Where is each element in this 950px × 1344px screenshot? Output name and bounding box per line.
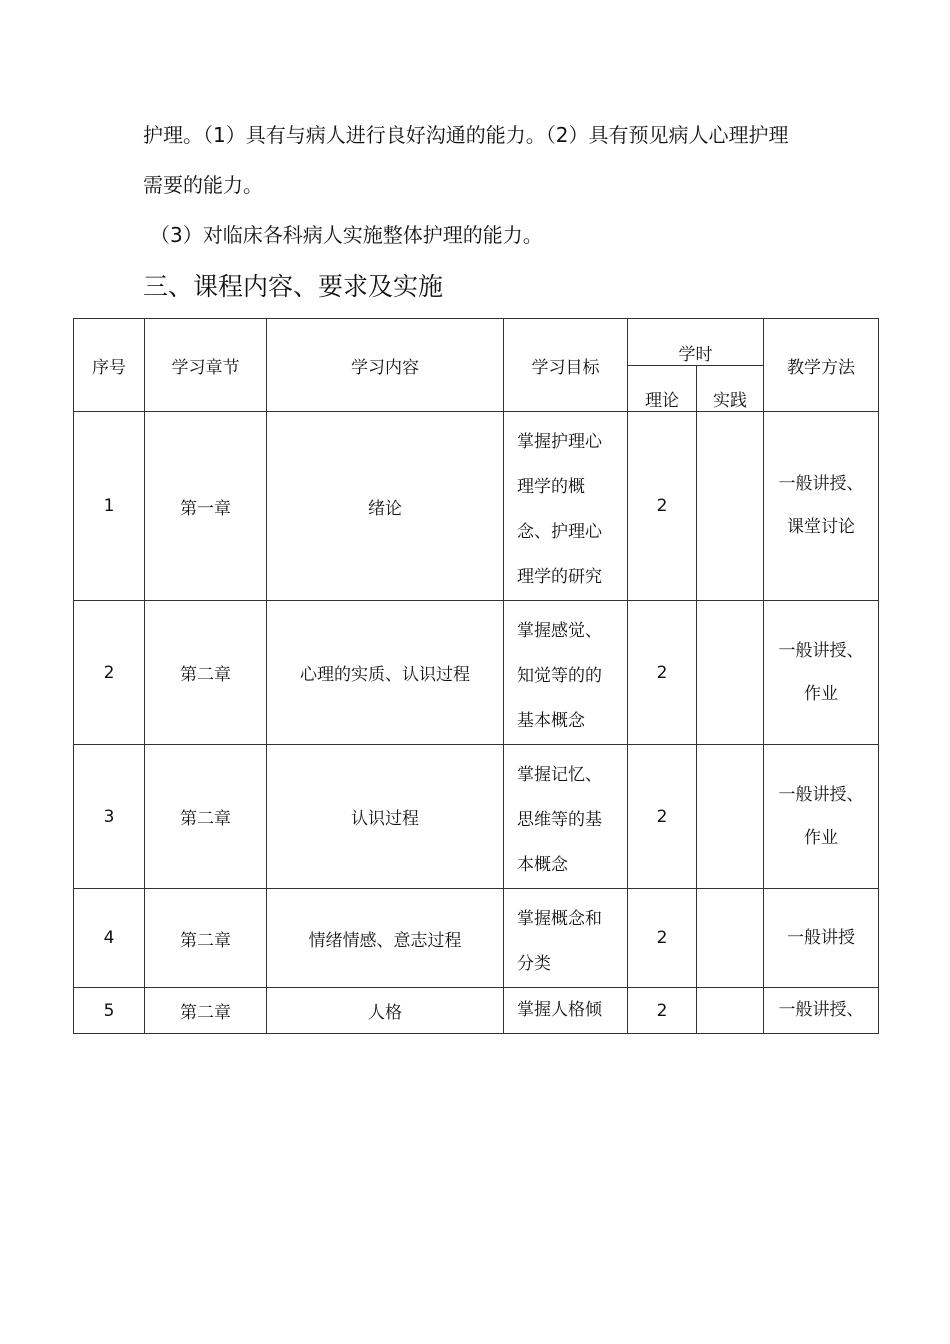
header-index: 序号 bbox=[74, 319, 145, 412]
table-row bbox=[74, 412, 879, 601]
cell-chapter: 第二章 bbox=[145, 889, 267, 988]
cell-method: 一般讲授 bbox=[764, 889, 879, 988]
cell-content: 情绪情感、意志过程 bbox=[267, 889, 504, 988]
cell-practice bbox=[697, 889, 764, 988]
cell-goal: 掌握护理心 理学的概 念、护理心 理学的研究 bbox=[504, 412, 628, 601]
header-hours: 学时 bbox=[628, 319, 764, 366]
cell-practice bbox=[697, 745, 764, 889]
cell-goal: 掌握概念和 分类 bbox=[504, 889, 628, 988]
body-paragraph: （3）对临床各科病人实施整体护理的能力。 bbox=[150, 223, 543, 247]
body-paragraph: 护理。（1）具有与病人进行良好沟通的能力。（2）具有预见病人心理护理 bbox=[143, 123, 789, 147]
table-row bbox=[74, 601, 879, 745]
cell-goal: 掌握人格倾 bbox=[504, 988, 628, 1034]
table-row bbox=[74, 889, 879, 988]
cell-method: 一般讲授、 作业 bbox=[764, 601, 879, 745]
cell-practice bbox=[697, 988, 764, 1034]
table-row bbox=[74, 745, 879, 889]
cell-theory: 2 bbox=[628, 889, 697, 988]
cell-goal: 掌握记忆、 思维等的基 本概念 bbox=[504, 745, 628, 889]
cell-content: 人格 bbox=[267, 988, 504, 1034]
cell-chapter: 第二章 bbox=[145, 601, 267, 745]
cell-theory: 2 bbox=[628, 412, 697, 601]
cell-chapter: 第二章 bbox=[145, 988, 267, 1034]
cell-theory: 2 bbox=[628, 988, 697, 1034]
cell-index: 3 bbox=[74, 745, 145, 889]
body-paragraph: 需要的能力。 bbox=[143, 173, 263, 197]
cell-goal: 掌握感觉、 知觉等的的 基本概念 bbox=[504, 601, 628, 745]
cell-method: 一般讲授、 bbox=[764, 988, 879, 1034]
header-chapter: 学习章节 bbox=[145, 319, 267, 412]
cell-theory: 2 bbox=[628, 745, 697, 889]
cell-index: 2 bbox=[74, 601, 145, 745]
cell-index: 5 bbox=[74, 988, 145, 1034]
cell-content: 心理的实质、认识过程 bbox=[267, 601, 504, 745]
cell-theory: 2 bbox=[628, 601, 697, 745]
header-theory: 理论 bbox=[628, 366, 697, 412]
cell-practice bbox=[697, 601, 764, 745]
header-goal: 学习目标 bbox=[504, 319, 628, 412]
section-heading: 三、课程内容、要求及实施 bbox=[143, 272, 444, 301]
header-row bbox=[74, 319, 879, 366]
cell-method: 一般讲授、 作业 bbox=[764, 745, 879, 889]
cell-chapter: 第一章 bbox=[145, 412, 267, 601]
header-practice: 实践 bbox=[697, 366, 764, 412]
cell-content: 绪论 bbox=[267, 412, 504, 601]
header-method: 教学方法 bbox=[764, 319, 879, 412]
header-content: 学习内容 bbox=[267, 319, 504, 412]
cell-chapter: 第二章 bbox=[145, 745, 267, 889]
cell-method: 一般讲授、 课堂讨论 bbox=[764, 412, 879, 601]
cell-content: 认识过程 bbox=[267, 745, 504, 889]
table-row bbox=[74, 988, 879, 1034]
course-table bbox=[73, 318, 879, 1034]
cell-index: 1 bbox=[74, 412, 145, 601]
cell-index: 4 bbox=[74, 889, 145, 988]
cell-practice bbox=[697, 412, 764, 601]
